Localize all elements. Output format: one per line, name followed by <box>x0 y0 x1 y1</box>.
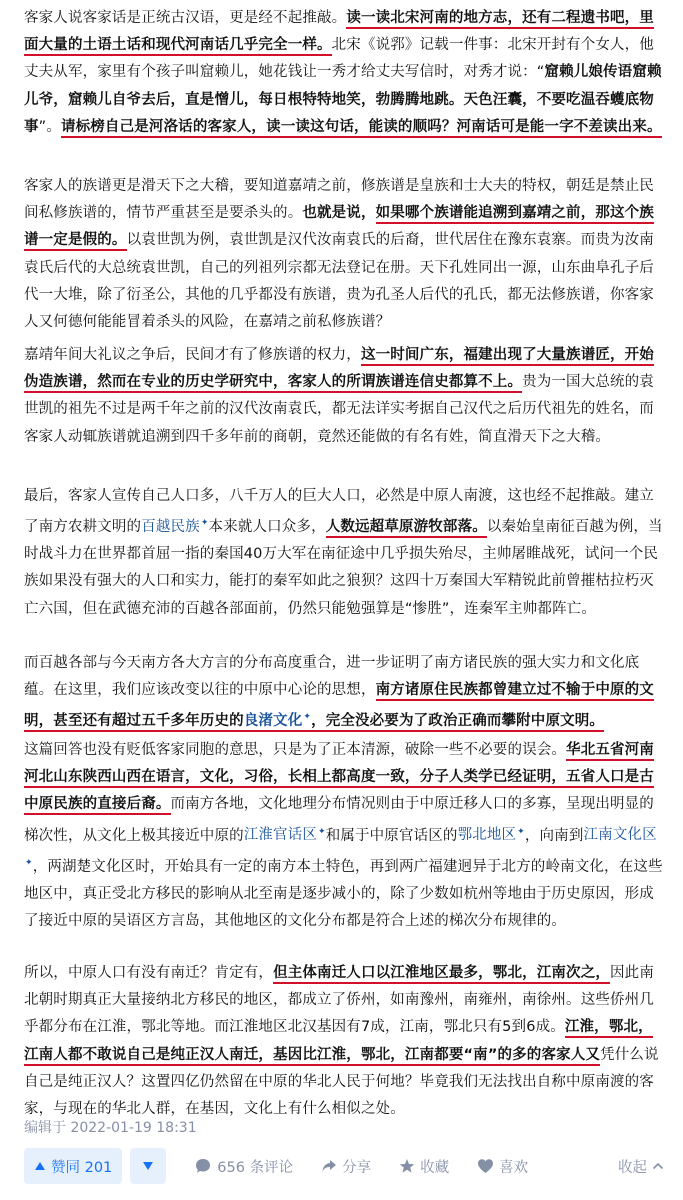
paragraph-5 <box>24 650 664 735</box>
star-icon <box>399 1158 415 1174</box>
comment-icon <box>194 1157 212 1175</box>
text-segment: 而南方各地，文化地理分布情况则由于中原迁移人口的多寡，呈现出明显的梯次性，从文化上极其接近中原的 <box>24 796 654 844</box>
text-segment: 因此南北朝时期真正大量接纳北方移民的地区，都成立了侨州，如南豫州，南雍州，南徐州。这些侨州几乎都分布在江淮，鄂北等地。而江淮地区北汉基因有7成，江南，鄂北只有5到6成。 <box>24 965 654 1036</box>
text-segment: 以秦始皇南征百越为例，当时战斗力在世界都首屈一指的秦国40万大军在南征途中几乎损失殆尽，主帅屠睢战死，试问一个民族如果没有强大的人口和实力，能打的秦军如此之狼狈？这四十万秦国大军精锐此前曾摧枯拉朽灭亡六国，但在武德充沛的百越各部面前，仍然只能勉强算是“惨胜”，连秦军主帅都阵亡。 <box>24 519 663 617</box>
text-segment: 以袁世凯为例，袁世凯是汉代汝南袁氏的后裔，世代居住在豫东袁寨。而贵为汝南袁氏后代的大总统袁世凯，自己的列祖列宗都无法登记在册。天下孔姓同出一源，山东曲阜孔子后代一大堆，除了衍圣公，其他的几乎都没有族谱，贵为孔圣人后代的孔氏，都无法修族谱，你客家人又何德何能能冒着杀头的风险，在嘉靖之前私修族谱？ <box>24 232 654 331</box>
chevron-up-icon <box>652 1161 664 1171</box>
triangle-down-icon <box>142 1161 154 1171</box>
text-segment: 贵为一国大总统的袁世凯的祖先不过是两千年之前的汉代汝南袁氏，都无法详实考据自己汉代之后历代祖先的姓名，而客家人动辄族谱就追溯到四千多年前的商朝，竟然还能做的有名有姓，简直滑天下之大稽。 <box>24 374 654 445</box>
paragraph-6 <box>24 737 664 935</box>
like-label: 喜欢 <box>499 1159 529 1176</box>
share-label: 分享 <box>342 1159 372 1176</box>
text-segment: 窟赖儿娘传语窟赖儿爷，窟赖儿自爷去后，直是憎儿，每日根特特地笑，勃腾腾地跳。天色汪囊，不要吃温吞蠖底物事 <box>24 64 662 135</box>
favorite-button[interactable] <box>399 1156 449 1177</box>
text-segment: 而百越各部与今天南方各大方言的分布高度重合，进一步证明了南方诸民族的强大实力和文化底蕴。在这里，我们应该改变以往的中原中心论的思想， <box>24 655 640 699</box>
text-segment: 客家人说客家话是正统古汉语，更是经不起推敲。 <box>24 10 347 26</box>
paragraph-1 <box>24 5 664 141</box>
downvote-button[interactable] <box>130 1148 166 1184</box>
action-bar <box>24 1146 664 1186</box>
paragraph-2 <box>24 173 664 336</box>
text-segment: 江淮，鄂北，江南人都不敢说自己是纯正汉人南迁，基因比江淮，鄂北，江南都要“南”的多的客家人又 <box>24 1019 653 1065</box>
like-button[interactable] <box>477 1156 528 1177</box>
text-segment: 和属于中原官话区的 <box>325 827 458 844</box>
text-segment: 嘉靖年间大礼议之争后，民间才有了修族谱的权力， <box>24 347 361 363</box>
text-segment: 最后，客家人宣传自己人口多，八千万人的巨大人口，必然是中原人南渡，这也经不起推敲。建立了南方农耕文明的 <box>24 488 654 536</box>
text-segment: 凭什么说自己是纯正汉人？这置四亿仍然留在中原的华北人民于何地？毕竟我们无法找出自称中原南渡的客家，与现在的华北人群，在基因，文化上有什么相似之处。 <box>24 1046 659 1118</box>
text-segment: 北宋《说郛》记载一件事：北宋开封有个女人，他丈夫从军，家里有个孩子叫窟赖儿，她花钱让一秀才给丈夫写信时，对秀才说：“ <box>24 37 654 81</box>
text-segment: 本来就人口众多， <box>208 519 326 536</box>
collapse-label: 收起 <box>618 1159 647 1176</box>
text-segment: 也就是说， <box>302 205 376 222</box>
comments-button[interactable] <box>194 1156 293 1177</box>
text-segment: 这篇回答也没有贬低客家同胞的意思，只是为了正本清源，破除一些不必要的误会。 <box>24 742 567 758</box>
paragraph-4 <box>24 483 664 623</box>
text-segment: ，向南到 <box>524 827 584 844</box>
favorite-label: 收藏 <box>420 1159 450 1176</box>
text-segment: 人数远超草原游牧部落。 <box>326 519 487 538</box>
topic-link[interactable]: 江南文化区 ✦ <box>24 827 657 874</box>
text-segment: 客家人的族谱更是滑天下之大稽，要知道嘉靖之前，修族谱是皇族和士大夫的特权，朝廷是禁止民间私修族谱的，情节严重甚至是要杀头的。 <box>24 178 654 222</box>
text-segment: ，两湖楚文化区时，开始具有一定的南方本土特色，再到两广福建迥异于北方的岭南文化，在这些地区中，真正受北方移民的影响从北至南是逐步减小的，除了少数如杭州等地由于历史原因，形成了接近中原的吴语区方言岛，其他地区的文化分布都是符合上述的梯次分布规律的。 <box>24 858 663 929</box>
comments-label: 656 条评论 <box>217 1159 294 1176</box>
text-segment: ”。 <box>38 118 61 135</box>
text-segment: ，完全没必要为了政治正确而攀附中原文明。 <box>311 713 604 732</box>
text-segment: 南方诸原住民族都曾建立过不输于中原的文明，甚至还有超过五千多年历史的 <box>24 682 654 732</box>
collapse-button[interactable] <box>618 1156 664 1177</box>
edit-timestamp: 编辑于 2022-01-19 18:31 <box>24 1120 197 1136</box>
share-icon <box>321 1158 337 1174</box>
topic-link[interactable]: 良渚文化 ✦ <box>244 713 311 732</box>
heart-icon <box>477 1158 494 1174</box>
text-segment: 华北五省河南河北山东陕西山西在语言，文化，习俗，长相上都高度一致，分子人类学已经证明，五省人口是古中原民族的直接后裔。 <box>24 742 654 815</box>
text-segment: 读一读北宋河南的地方志，还有二程遗书吧，里面大量的土语土话和现代河南话几乎完全一样。 <box>24 10 654 56</box>
topic-link[interactable]: 鄂北地区 ✦ <box>458 827 525 843</box>
text-segment: 所以，中原人口有没有南迁？肯定有， <box>24 965 274 981</box>
topic-link[interactable]: 百越民族 ✦ <box>141 519 208 535</box>
text-segment: 这一时间广东，福建出现了大量族谱匠，开始伪造族谱，然而在专业的历史学研究中，客家人的所谓族谱连信史都算不上。 <box>24 347 654 393</box>
share-button[interactable] <box>321 1156 371 1177</box>
triangle-up-icon <box>34 1161 46 1171</box>
topic-link[interactable]: 江淮官话区 ✦ <box>244 827 326 843</box>
paragraph-7 <box>24 960 664 1123</box>
paragraph-3 <box>24 342 664 451</box>
upvote-button[interactable] <box>24 1148 122 1184</box>
text-segment: 请标榜自己是河洛话的客家人，读一读这句话，能读的顺吗？河南话可是能一字不差读出来。 <box>61 119 662 138</box>
upvote-label: 赞同 201 <box>51 1159 113 1176</box>
text-segment: 但主体南迁人口以江淮地区最多，鄂北，江南次之， <box>273 965 610 984</box>
text-segment: 如果哪个族谱能追溯到嘉靖之前，那这个族谱一定是假的。 <box>24 205 654 251</box>
